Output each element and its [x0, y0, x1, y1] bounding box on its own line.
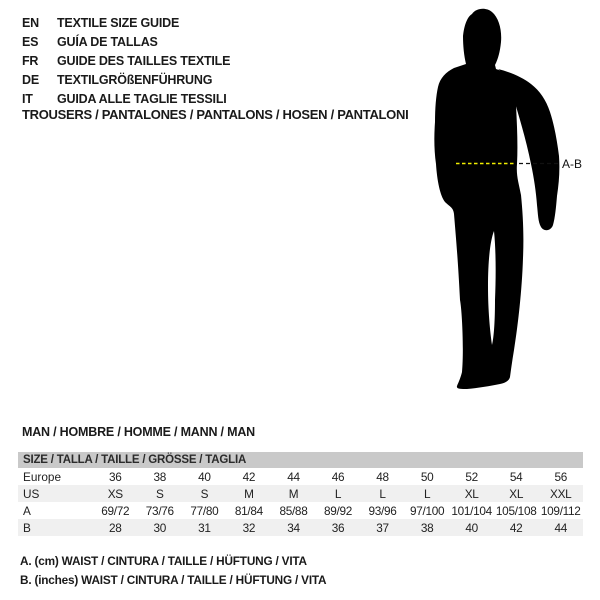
- language-label: TEXTILGRÖßENFÜHRUNG: [57, 73, 213, 88]
- language-label: TEXTILE SIZE GUIDE: [57, 15, 180, 30]
- size-cell: 89/92: [323, 503, 353, 518]
- size-cell: 85/88: [279, 503, 308, 518]
- size-cell: M: [288, 486, 299, 501]
- size-cell: XL: [509, 486, 524, 501]
- size-cell: S: [156, 486, 164, 501]
- table-row: [18, 485, 583, 502]
- measurement-note: A. (cm) WAIST / CINTURA / TAILLE / HÜFTUNG / VITA: [20, 554, 307, 568]
- size-cell: 46: [331, 469, 345, 484]
- size-cell: 73/76: [145, 503, 174, 518]
- size-cell: 37: [376, 520, 389, 535]
- row-label: US: [23, 486, 40, 501]
- size-cell: 105/108: [495, 503, 537, 518]
- size-cell: L: [379, 486, 386, 501]
- size-cell: 28: [109, 520, 122, 535]
- size-table-body: [18, 468, 583, 536]
- size-cell: XXL: [550, 486, 572, 501]
- language-code: DE: [22, 73, 39, 88]
- size-cell: 34: [287, 520, 300, 535]
- size-cell: 69/72: [101, 503, 130, 518]
- row-label: A: [23, 503, 31, 518]
- size-cell: 44: [554, 520, 567, 535]
- size-cell: 50: [420, 469, 434, 484]
- language-code: IT: [22, 92, 33, 107]
- size-cell: XS: [107, 486, 123, 501]
- language-code: FR: [22, 53, 39, 68]
- size-cell: 54: [509, 469, 523, 484]
- size-cell: 44: [287, 469, 300, 484]
- language-label: GUIDE DES TAILLES TEXTILE: [57, 53, 231, 68]
- man-silhouette: [410, 0, 600, 420]
- size-cell: 30: [153, 520, 167, 535]
- language-row: [22, 51, 230, 70]
- size-table-header: SIZE / TALLA / TAILLE / GRÖSSE / TAGLIA: [18, 452, 583, 468]
- size-cell: 31: [198, 520, 211, 535]
- table-row: [18, 519, 583, 536]
- language-label: GUIDA ALLE TAGLIE TESSILI: [57, 92, 227, 107]
- row-label: B: [23, 520, 31, 535]
- size-cell: 48: [376, 469, 389, 484]
- language-code: ES: [22, 34, 39, 49]
- size-cell: 97/100: [409, 503, 445, 518]
- size-cell: 56: [554, 469, 567, 484]
- size-cell: 32: [242, 520, 256, 535]
- language-list: [22, 13, 230, 109]
- size-cell: M: [244, 486, 254, 501]
- size-cell: 36: [109, 469, 122, 484]
- size-cell: L: [334, 486, 342, 501]
- size-cell: 52: [465, 469, 478, 484]
- size-cell: 38: [420, 520, 434, 535]
- size-cell: 38: [153, 469, 167, 484]
- size-cell: 42: [242, 469, 256, 484]
- size-table: [18, 452, 583, 536]
- measure-label: A-B: [562, 157, 583, 171]
- man-silhouette-svg: [410, 0, 600, 420]
- size-cell: S: [200, 486, 209, 501]
- row-label: Europe: [23, 469, 62, 484]
- measurement-note: B. (inches) WAIST / CINTURA / TAILLE / HÜFTUNG / VITA: [20, 573, 327, 587]
- size-cell: 77/80: [190, 503, 219, 518]
- measurement-notes: [20, 552, 326, 590]
- language-row: [22, 71, 230, 90]
- language-row: [22, 32, 230, 51]
- size-cell: 101/104: [451, 503, 492, 518]
- language-row: [22, 13, 230, 32]
- garment-heading: TROUSERS / PANTALONES / PANTALONS / HOSEN / PANTALONI: [22, 107, 409, 122]
- table-row: [18, 468, 583, 485]
- size-cell: L: [423, 486, 431, 501]
- size-cell: 40: [198, 469, 211, 484]
- language-label: GUÍA DE TALLAS: [57, 34, 158, 49]
- language-code: EN: [22, 15, 39, 30]
- size-cell: 109/112: [540, 503, 581, 518]
- man-body-shape: [434, 9, 523, 389]
- size-cell: XL: [464, 486, 479, 501]
- size-cell: 81/84: [234, 503, 263, 518]
- size-cell: 42: [509, 520, 523, 535]
- size-cell: 36: [331, 520, 345, 535]
- size-cell: 40: [465, 520, 478, 535]
- section-heading: MAN / HOMBRE / HOMME / MANN / MAN: [22, 425, 255, 439]
- table-row: [18, 502, 583, 519]
- size-cell: 93/96: [368, 503, 397, 518]
